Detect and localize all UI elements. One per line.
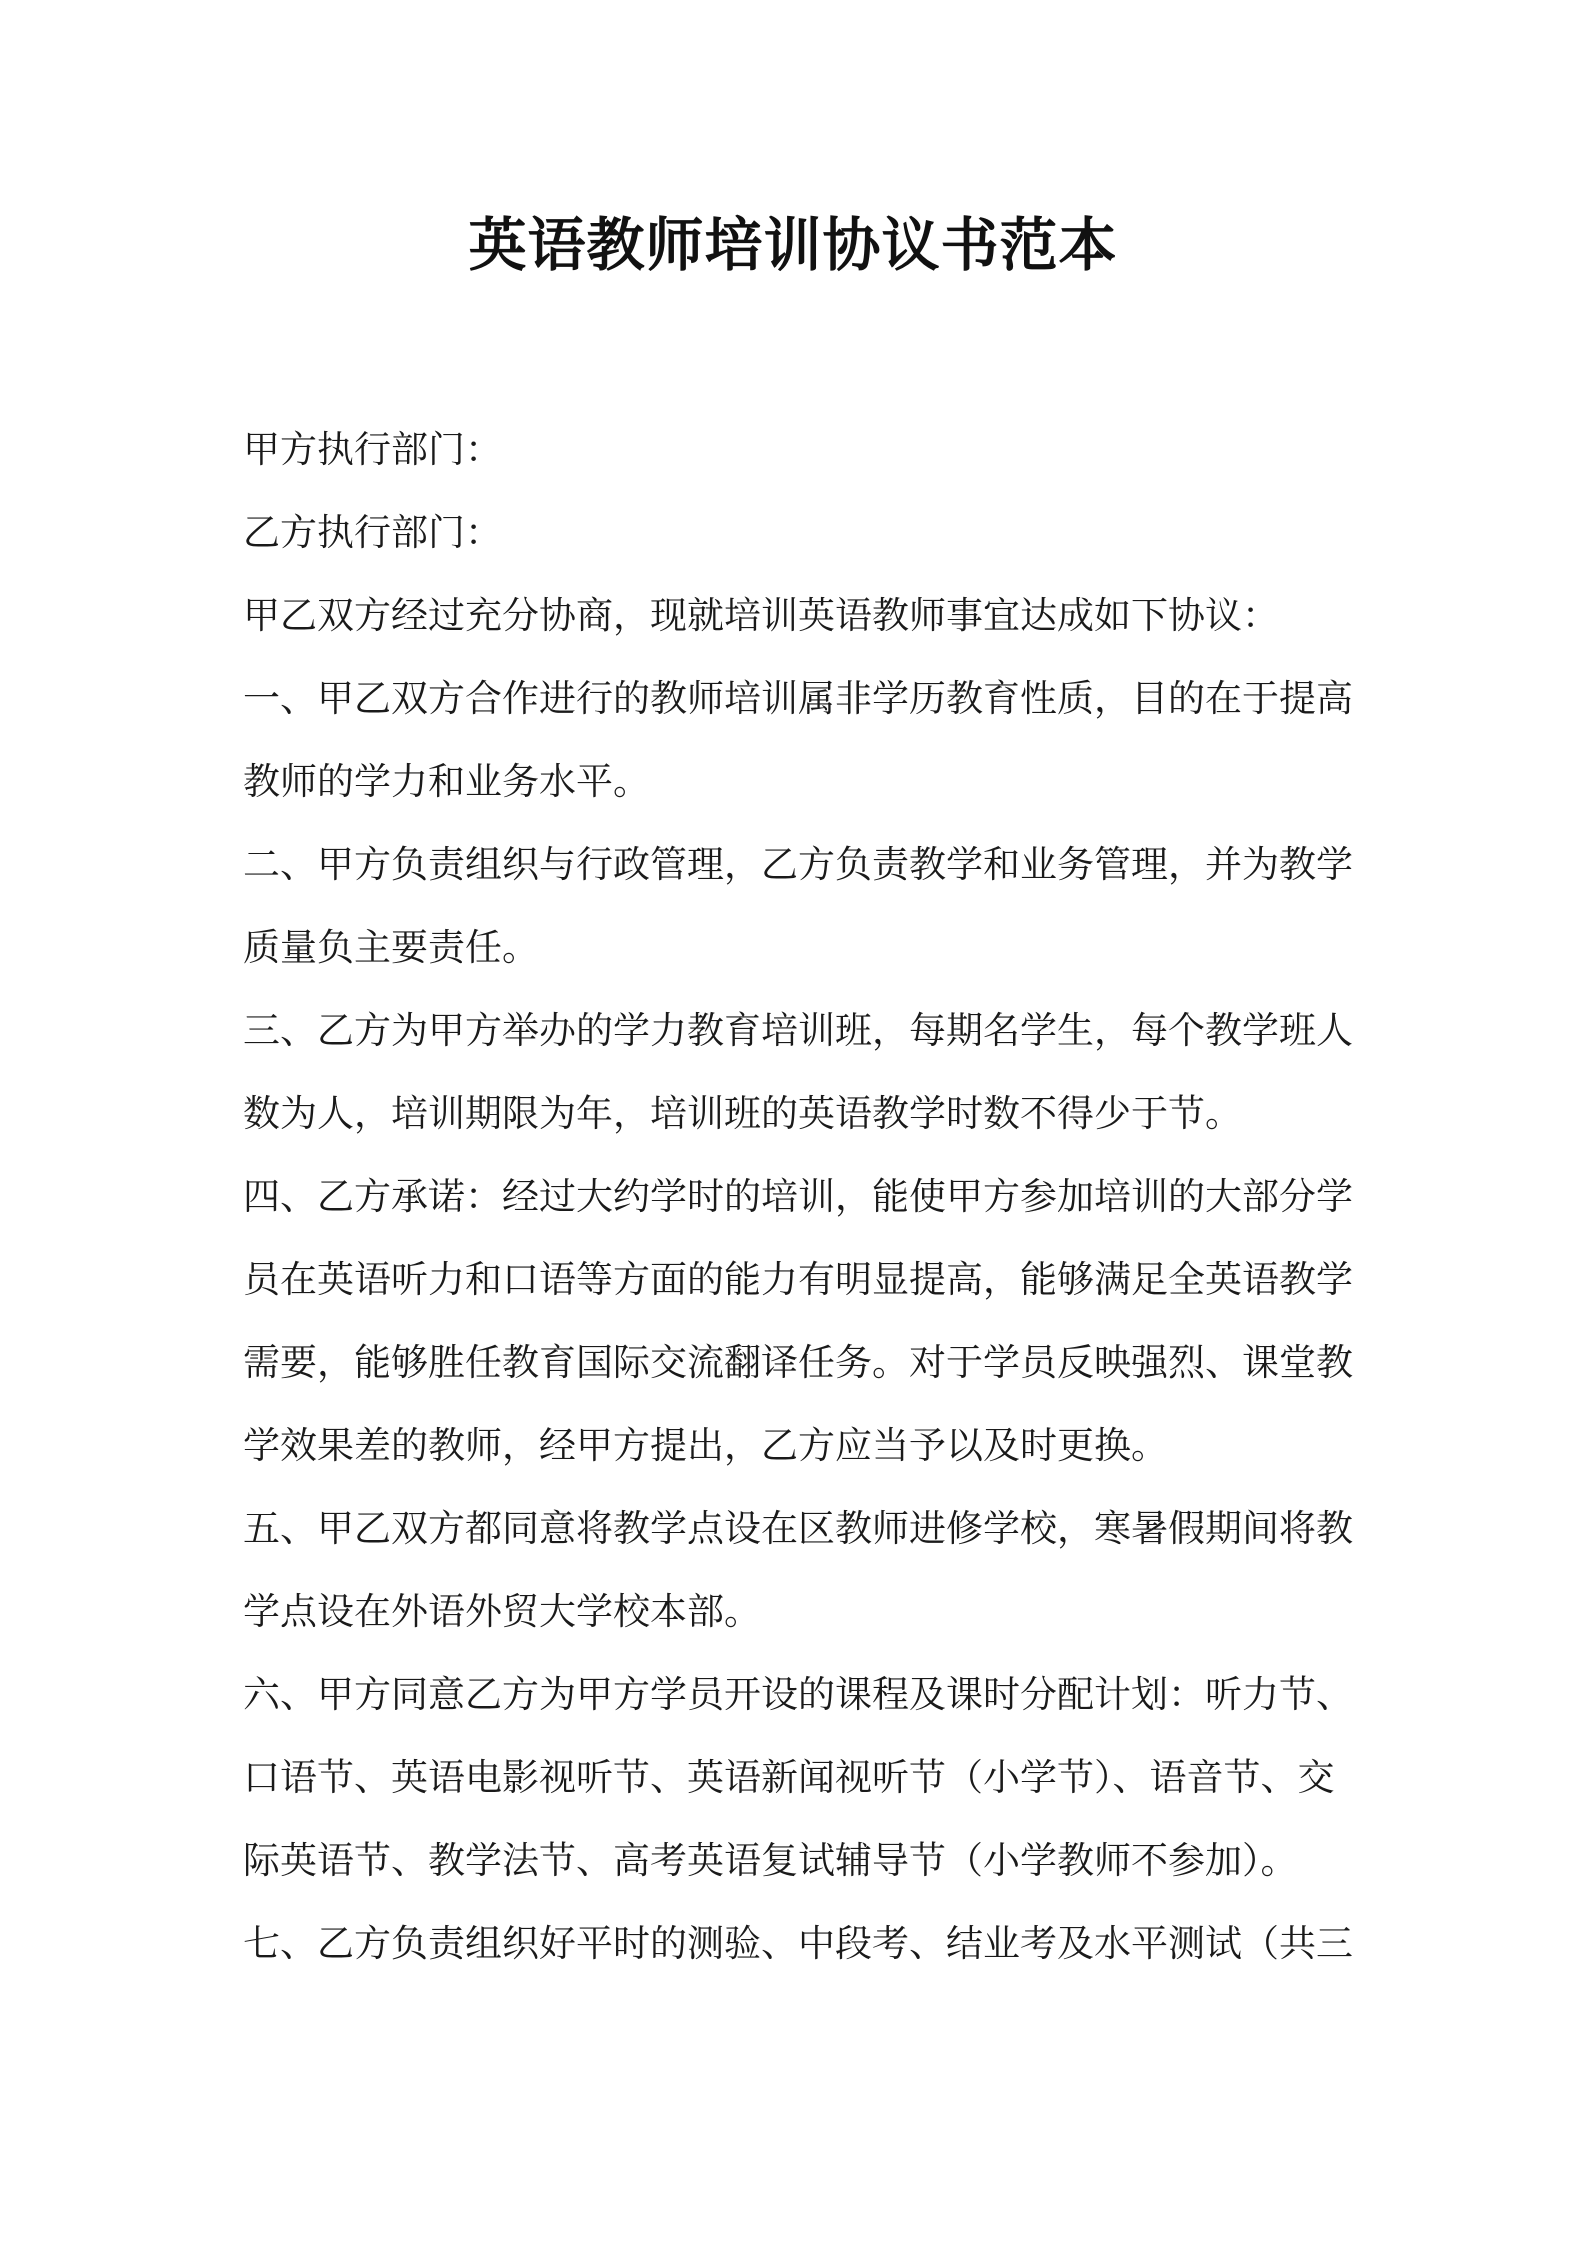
clause-5-line-1: 五、甲乙双方都同意将教学点设在区教师进修学校，寒暑假期间将教 — [243, 1507, 1353, 1550]
clause-7-line-1: 七、乙方负责组织好平时的测验、中段考、结业考及水平测试（共三 — [243, 1922, 1353, 1965]
clause-4-line-2: 员在英语听力和口语等方面的能力有明显提高，能够满足全英语教学 — [243, 1258, 1353, 1301]
clause-1-line-1: 一、甲乙双方合作进行的教师培训属非学历教育性质，目的在于提高 — [243, 677, 1353, 720]
clause-6-line-1: 六、甲方同意乙方为甲方学员开设的课程及课时分配计划：听力节、 — [243, 1673, 1353, 1716]
clause-4-line-4: 学效果差的教师，经甲方提出，乙方应当予以及时更换。 — [243, 1424, 1168, 1467]
clause-3-line-2: 数为人，培训期限为年，培训班的英语教学时数不得少于节。 — [243, 1092, 1242, 1135]
clause-4-line-1: 四、乙方承诺：经过大约学时的培训，能使甲方参加培训的大部分学 — [243, 1175, 1353, 1218]
clause-6-line-3: 际英语节、教学法节、高考英语复试辅导节（小学教师不参加）。 — [243, 1839, 1298, 1882]
party-b-department: 乙方执行部门： — [243, 511, 502, 554]
document-title: 英语教师培训协议书范本 — [468, 211, 1118, 279]
clause-6-line-2: 口语节、英语电影视听节、英语新闻视听节（小学节）、语音节、交 — [243, 1756, 1335, 1799]
clause-1-line-2: 教师的学力和业务水平。 — [243, 760, 650, 803]
clause-2-line-1: 二、甲方负责组织与行政管理，乙方负责教学和业务管理，并为教学 — [243, 843, 1353, 886]
clause-3-line-1: 三、乙方为甲方举办的学力教育培训班，每期名学生，每个教学班人 — [243, 1009, 1353, 1052]
document-body — [243, 408, 1359, 1985]
clause-2-line-2: 质量负主要责任。 — [243, 926, 539, 969]
party-a-department: 甲方执行部门： — [243, 428, 502, 471]
agreement-intro: 甲乙双方经过充分协商，现就培训英语教师事宜达成如下协议： — [243, 594, 1279, 637]
clause-4-line-3: 需要，能够胜任教育国际交流翻译任务。对于学员反映强烈、课堂教 — [243, 1341, 1353, 1384]
clause-5-line-2: 学点设在外语外贸大学校本部。 — [243, 1590, 761, 1633]
